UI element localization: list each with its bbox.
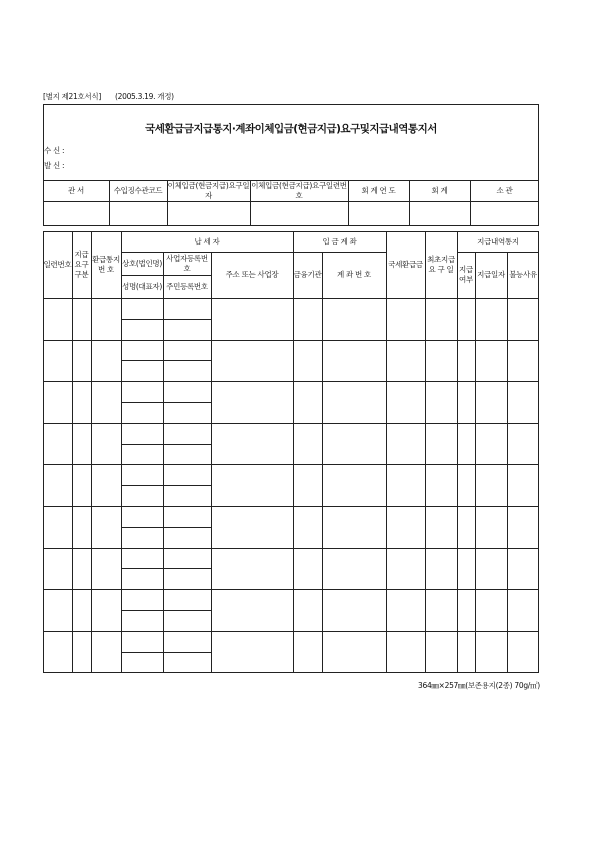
header-request-date: 이체입금(현금지급)요구일자 [167,180,250,200]
table-row [43,340,539,341]
header-fiscal-year: 회 계 연 도 [361,185,396,195]
header-trade-name: 상호(법인명) [122,258,162,268]
header-request-type-line: 요구 [74,259,89,269]
header-non-payment-reason: 불능사유 [509,270,537,279]
header-refund-amount: 국세환급금 [388,259,423,269]
header-refund-notice-line: 환급통지 [92,254,120,264]
form-number-label: [별지 제21호서식] [43,92,101,101]
taxpayer-subrow-line [121,360,211,361]
taxpayer-subrow-line [121,610,211,611]
col-line [322,252,323,673]
taxpayer-subrow-line [121,652,211,653]
header-request-type-line: 지급 [74,249,89,259]
table-row [43,423,539,424]
taxpayer-subrow-line [121,444,211,445]
recipient-label: 수 신 : [44,146,65,155]
header-paid-line: 여부 [459,275,473,284]
header-refund-notice-line: 번 호 [98,264,114,274]
col-line [475,252,476,673]
header-jurisdiction: 소 관 [496,185,513,195]
sender-label: 발 신 : [44,161,65,170]
header-collector-code: 수입징수관코드 [113,185,163,195]
taxpayer-subrow-line [121,527,211,528]
header-first-request-line: 최초지급 [427,254,455,264]
header-name: 성명(대표자) [122,281,162,291]
header-request-type [72,231,91,298]
header-paid-line: 지급 [459,265,473,274]
header-account-no: 계 좌 번 호 [336,270,372,279]
table-row [43,631,539,632]
taxpayer-subrow-line [121,568,211,569]
header-first-request-date [425,231,457,298]
header-account: 회 계 [431,185,448,195]
form-title: 국세환급금지급통지·계좌이체입금(현금지급)요구및지급내역통지서 [145,123,437,135]
table-row [43,548,539,549]
header-deposit-account: 입 금 계 좌 [322,236,357,246]
paper-spec: 364㎜×257㎜(보존용지(2종) 70g/㎡) [418,681,540,690]
taxpayer-subrow-line [121,485,211,486]
header-payment-history: 지급내역통지 [477,236,519,246]
col-line [507,252,508,673]
header-serial-no: 일련번호 [43,259,72,269]
col-line [211,252,212,673]
taxpayer-subrow-line [121,402,211,403]
header-request-type-line: 구분 [74,269,89,279]
header-payment-date: 지급일자 [477,270,505,279]
table-row [43,381,539,382]
table-row [43,506,539,507]
header-first-request-line: 요 구 일 [428,264,454,274]
header-address: 주소 또는 사업장 [225,270,279,279]
revision-date: (2005.3.19. 개정) [115,92,174,101]
header-resident-reg-no: 주민등록번호 [166,281,208,291]
header-taxpayer: 납 세 자 [194,236,220,246]
taxpayer-subrow-line [121,319,211,320]
header-office: 관 서 [68,185,84,195]
table-row [43,589,539,590]
main-header-bottom [43,298,539,299]
header-refund-notice-no [91,231,121,298]
table-row [43,464,539,465]
header-paid [457,252,475,298]
header-request-serial: 이체입금(현금지급)요구일련번호 [251,180,347,200]
header-business-reg-no: 사업자등록번호 [166,253,208,273]
header-bank: 금융기관 [293,270,322,279]
info-table-mid [43,201,539,202]
